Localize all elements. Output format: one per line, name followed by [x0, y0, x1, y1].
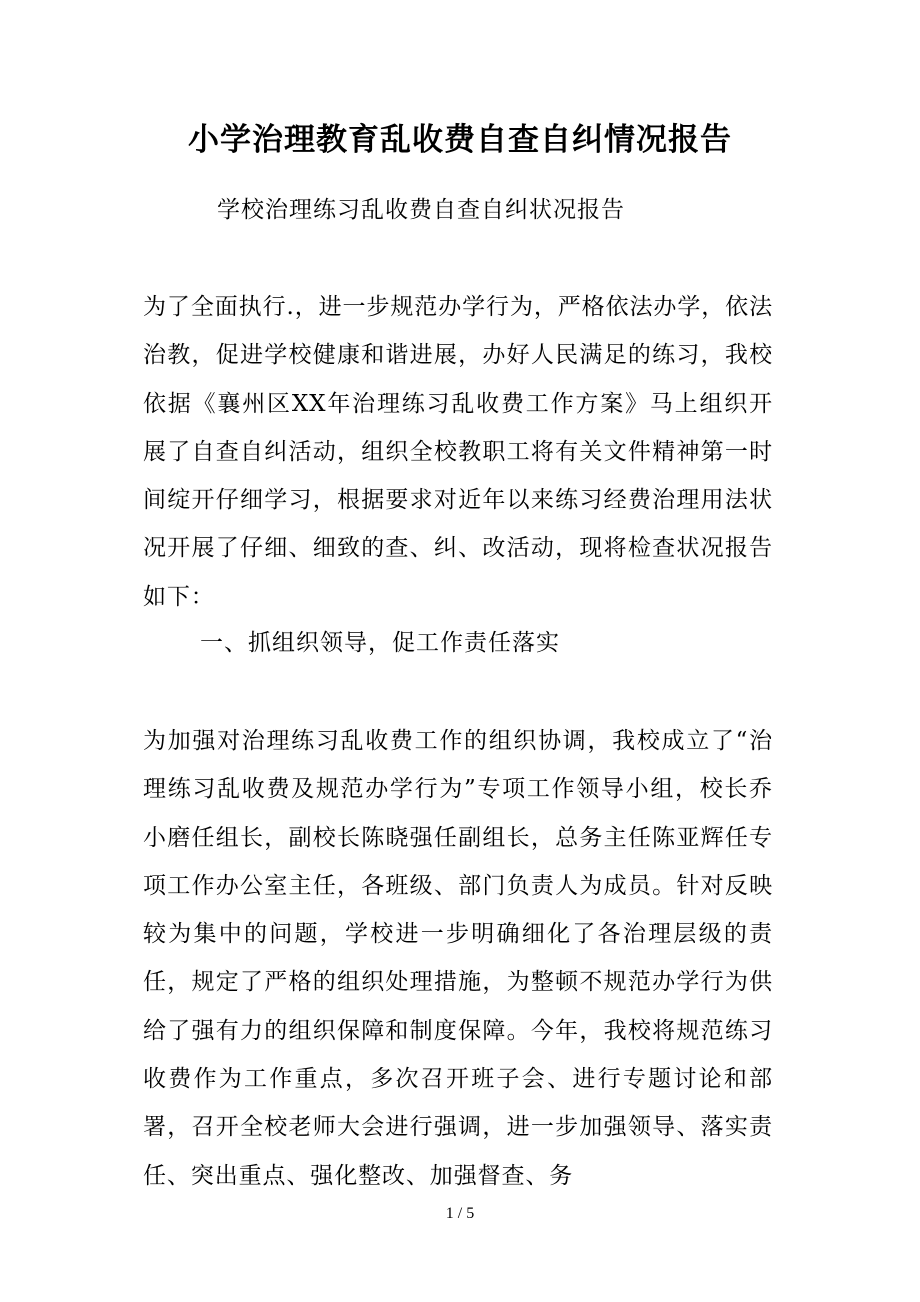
- intro-paragraph: 为了全面执行.，进一步规范办学行为，严格依法办学，依法治教，促进学校健康和谐进展，办好人民满足的练习，我校依据《襄州区XX年治理练习乱收费工作方案》马上组织开展了自查自纠活动，组织全校教职工将有关文件精神第一时间绽开仔细学习，根据要求对近年以来练习经费治理用法状况开展了仔细、细致的查、纠、改活动，现将检查状况报告如下：: [143, 294, 773, 610]
- section-heading: 一、抓组织领导，促工作责任落实: [200, 630, 560, 656]
- page-number: 1 / 5: [445, 1205, 475, 1222]
- document-title: 小学治理教育乱收费自查自纠情况报告: [188, 122, 732, 158]
- body-paragraph: 为加强对治理练习乱收费工作的组织协调，我校成立了“治理练习乱收费及规范办学行为”专项工作领导小组，校长乔小磨任组长，副校长陈晓强任副组长，总务主任陈亚辉任专项工作办公室主任，各班级、部门负责人为成员。针对反映较为集中的问题，学校进一步明确细化了各治理层级的责任，规定了严格的组织处理措施，为整顿不规范办学行为供给了强有力的组织保障和制度保障。今年，我校将规范练习收费作为工作重点，多次召开班子会、进行专题讨论和部署，召开全校老师大会进行强调，进一步加强领导、落实责任、突出重点、强化整改、加强督查、务: [143, 728, 773, 1189]
- document-subtitle: 学校治理练习乱收费自查自纠状况报告: [217, 197, 625, 223]
